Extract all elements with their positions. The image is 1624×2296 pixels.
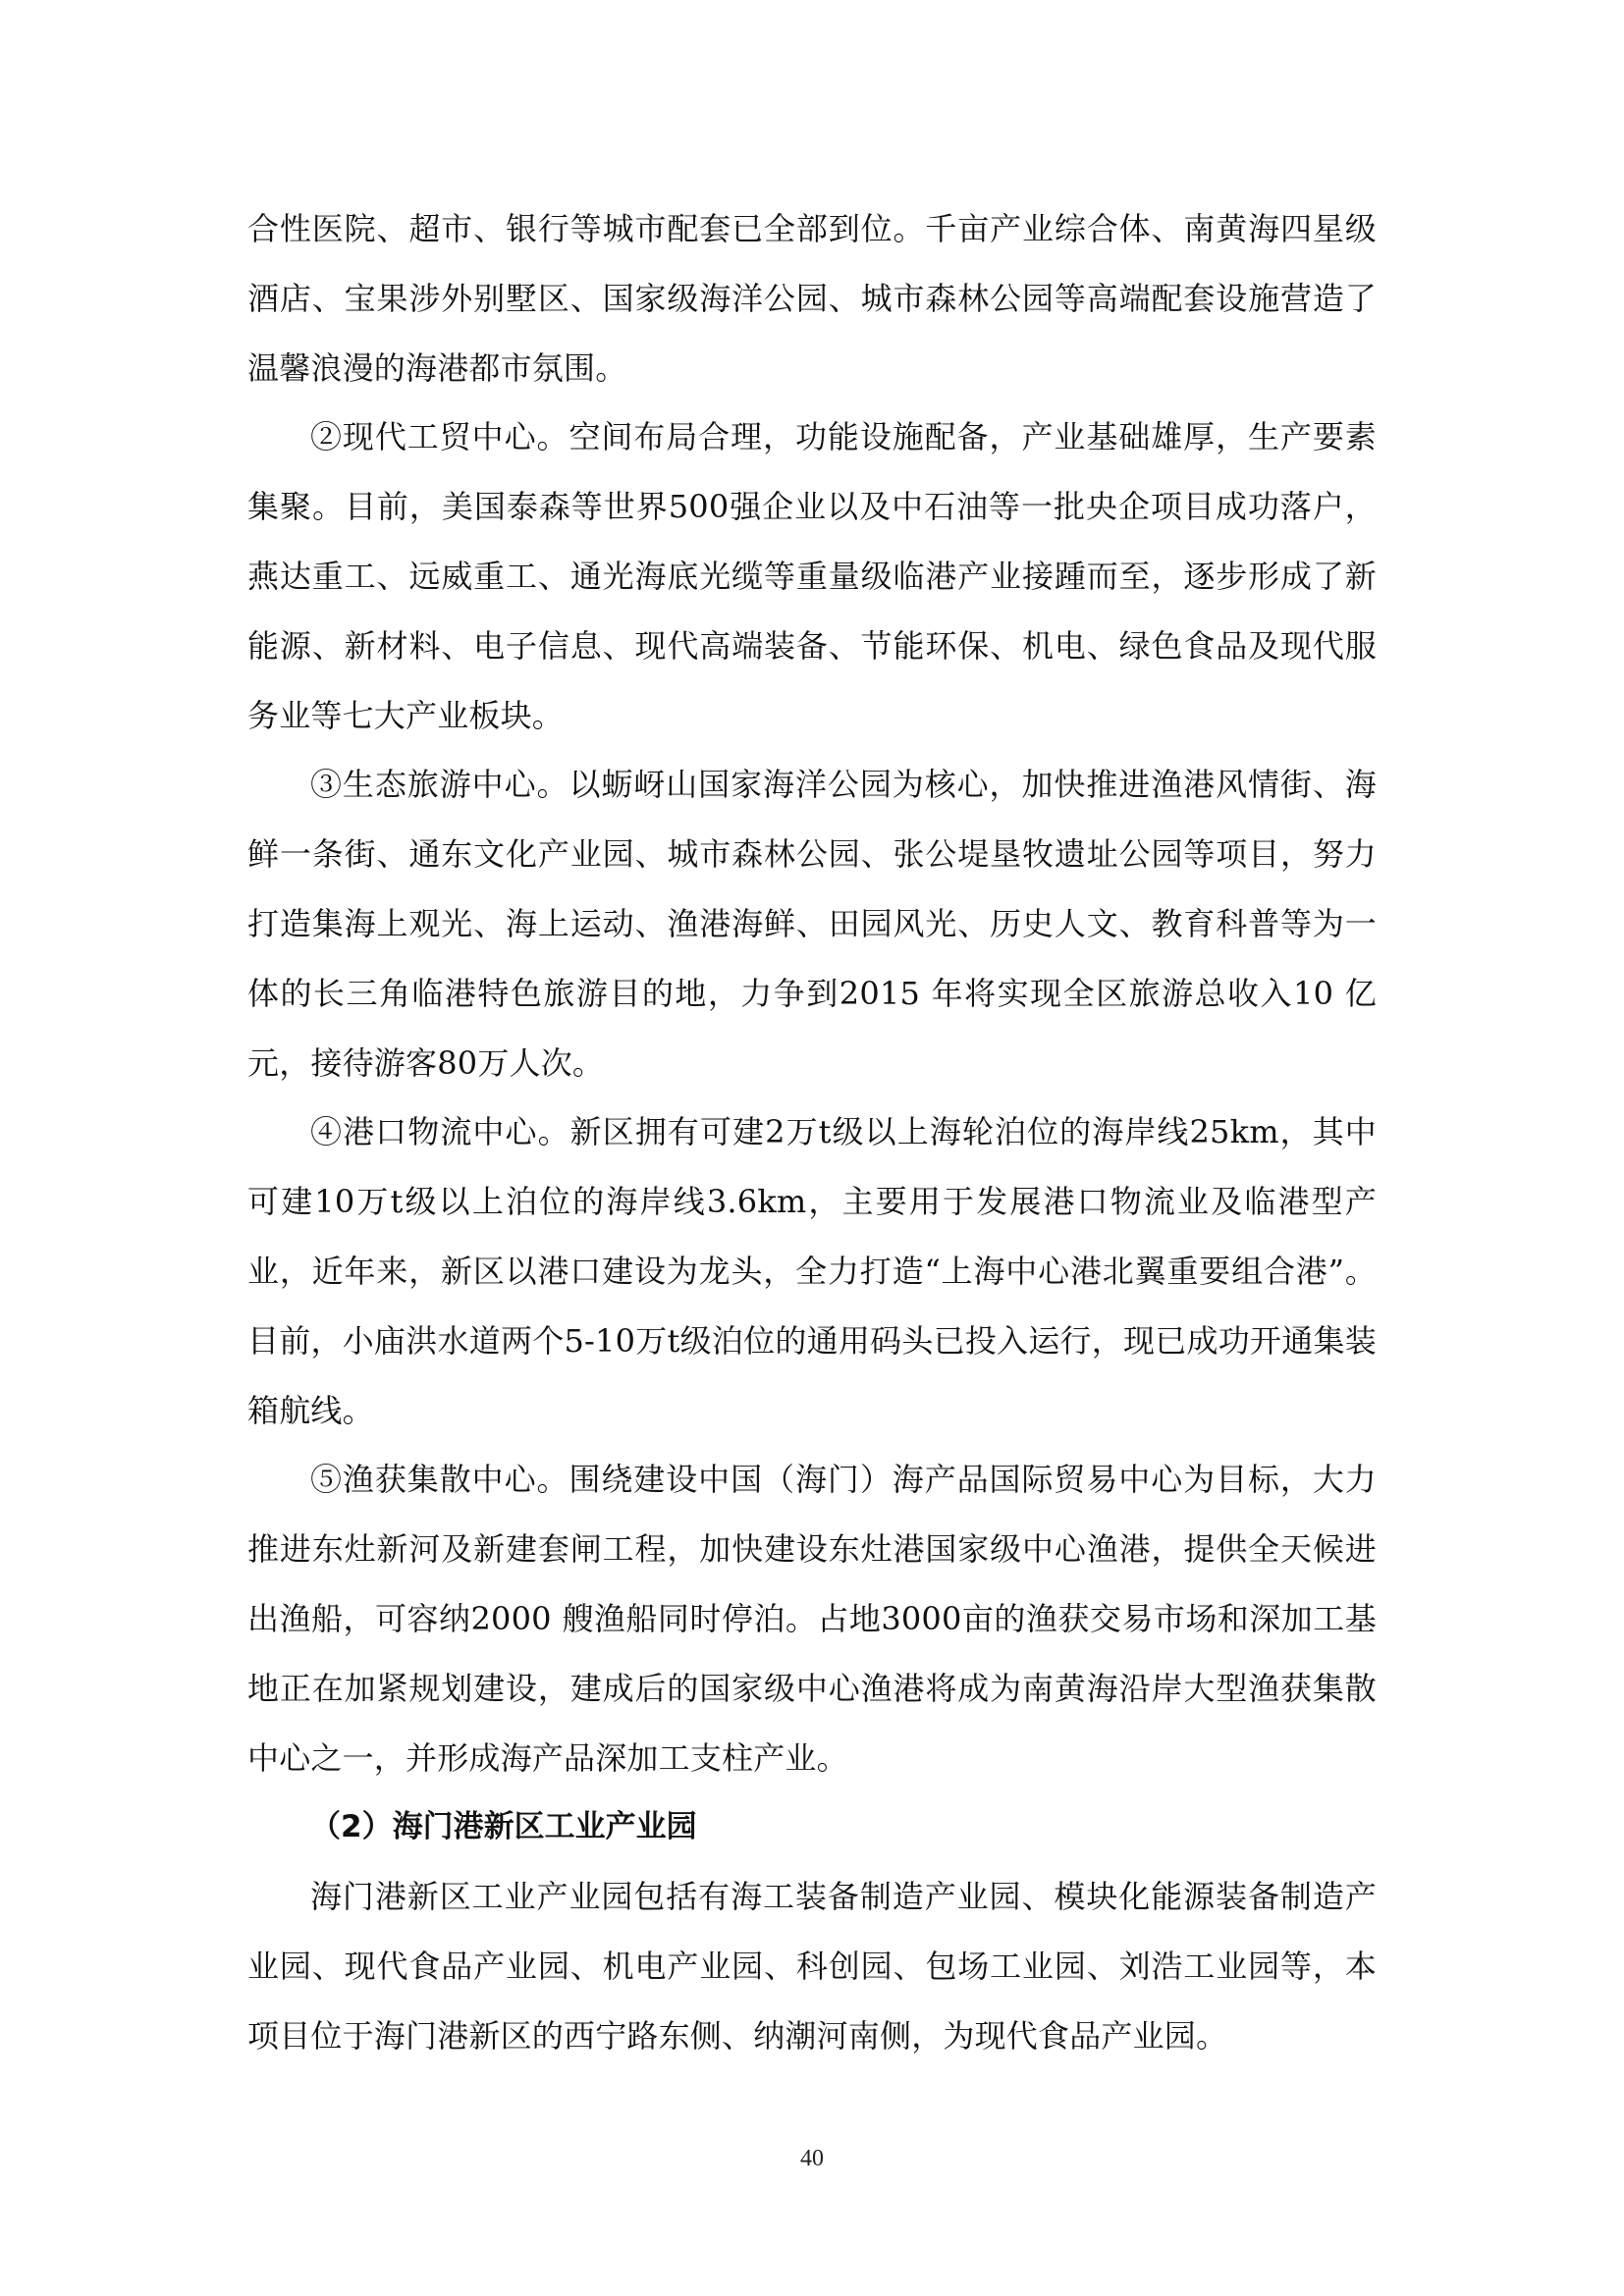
paragraph-tourism-center: ③生态旅游中心。以蛎岈山国家海洋公园为核心，加快推进渔港风情街、海鲜一条街、通东文化产业园、城市森林公园、张公堤垦牧遗址公园等项目，努力打造集海上观光、海上运动、渔港海鲜、田园风光、历史人文、教育科普等为一体的长三角临港特色旅游目的地，力争到2015 年将实现全区旅游总收入10 亿元，接待游客80万人次。 xyxy=(247,766,1377,1082)
section-heading: （2）海门港新区工业产业园 xyxy=(310,1809,697,1845)
paragraph-fishery-center: ⑤渔获集散中心。围绕建设中国（海门）海产品国际贸易中心为目标，大力推进东灶新河及新建套闸工程，加快建设东灶港国家级中心渔港，提供全天候进出渔船，可容纳2000 艘渔船同时停泊。占地3000亩的渔获交易市场和深加工基地正在加紧规划建设，建成后的国家级中心渔港将成为南黄海沿岸大型渔获集散中心之一，并形成海产品深加工支柱产业。 xyxy=(247,1461,1377,1777)
paragraph-trade-center: ②现代工贸中心。空间布局合理，功能设施配备，产业基础雄厚，生产要素集聚。目前，美国泰森等世界500强企业以及中石油等一批央企项目成功落户，燕达重工、远威重工、通光海底光缆等重量级临港产业接踵而至，逐步形成了新能源、新材料、电子信息、现代高端装备、节能环保、机电、绿色食品及现代服务业等七大产业板块。 xyxy=(247,418,1377,734)
paragraph-logistics-center: ④港口物流中心。新区拥有可建2万t级以上海轮泊位的海岸线25km，其中可建10万t级以上泊位的海岸线3.6km，主要用于发展港口物流业及临港型产业，近年来，新区以港口建设为龙头，全力打造“上海中心港北翼重要组合港”。目前，小庙洪水道两个5-10万t级泊位的通用码头已投入运行，现已成功开通集装箱航线。 xyxy=(247,1113,1377,1429)
page-body xyxy=(247,194,1377,2071)
page-number: 40 xyxy=(800,2146,824,2171)
paragraph-industrial-park: 海门港新区工业产业园包括有海工装备制造产业园、模块化能源装备制造产业园、现代食品产业园、机电产业园、科创园、包场工业园、刘浩工业园等，本项目位于海门港新区的西宁路东侧、纳潮河南侧，为现代食品产业园。 xyxy=(247,1878,1377,2055)
paragraph-continuation: 合性医院、超市、银行等城市配套已全部到位。千亩产业综合体、南黄海四星级酒店、宝果涉外别墅区、国家级海洋公园、城市森林公园等高端配套设施营造了温馨浪漫的海港都市氛围。 xyxy=(247,210,1377,387)
